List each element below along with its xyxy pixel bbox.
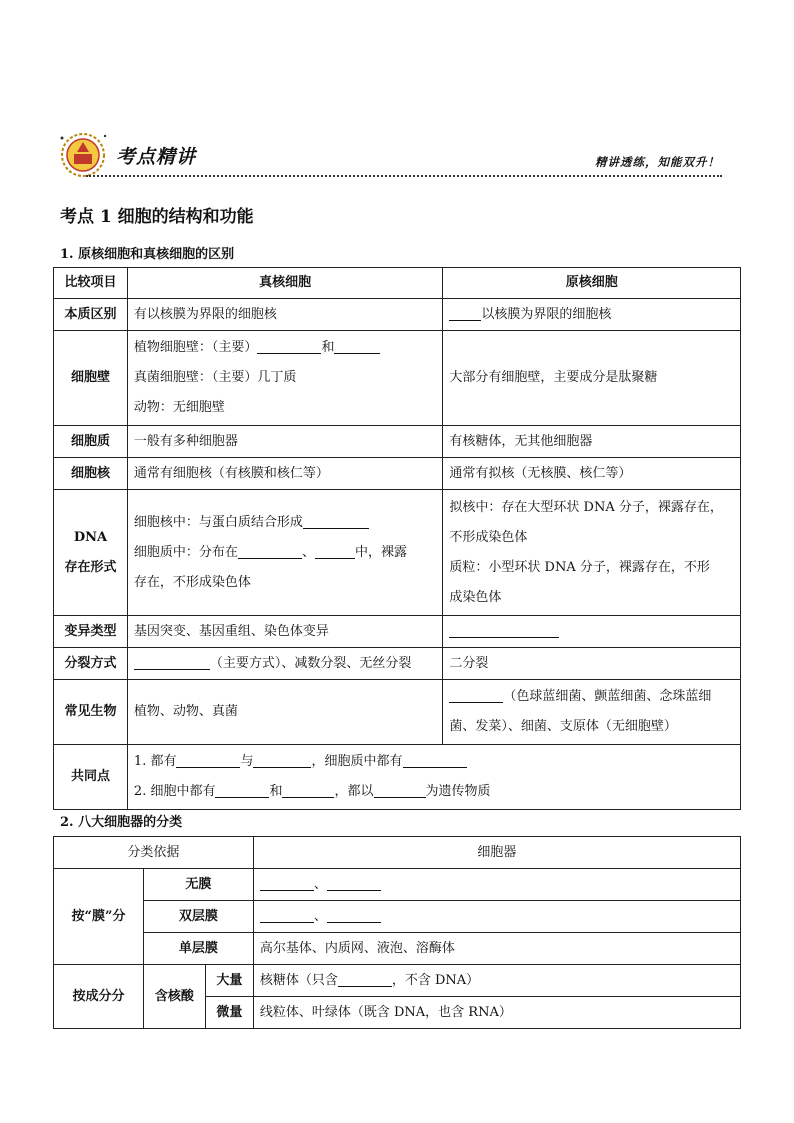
subsection-title-1: 1. 原核细胞和真核细胞的区别 (60, 247, 235, 262)
cell: 线粒体、叶绿体（既含 DNA，也含 RNA） (253, 997, 740, 1029)
row-label: 变异类型 (54, 616, 128, 648)
row-label: 本质区别 (54, 299, 128, 331)
row-label: 细胞核 (54, 458, 128, 490)
cell: 1. 都有 与 ，细胞质中都有 2. 细胞中都有 和 ，都以 为遗传物质 (127, 745, 740, 810)
header-compare: 比较项目 (54, 268, 128, 299)
table-row (54, 648, 741, 680)
row-label: 分裂方式 (54, 648, 128, 680)
table-row (54, 680, 741, 745)
cell: 有核糖体，无其他细胞器 (443, 426, 741, 458)
header-title: 考点精讲 (116, 146, 197, 168)
table-row (54, 901, 741, 933)
fill-blank (315, 542, 355, 559)
cell (443, 616, 741, 648)
table-row (54, 299, 741, 331)
row-label: 常见生物 (54, 680, 128, 745)
fill-blank (374, 781, 426, 798)
table-row (54, 331, 741, 426)
sub-label: 含核酸 (143, 965, 205, 1029)
cell-comparison-table (53, 267, 741, 810)
table-row (54, 965, 741, 997)
sub-label: 大量 (205, 965, 253, 997)
table-row (54, 869, 741, 901)
cell: 植物细胞壁：（主要） 和 真菌细胞壁：（主要）几丁质 动物：无细胞壁 (127, 331, 442, 426)
row-label: DNA 存在形式 (54, 490, 128, 616)
cell: 有以核膜为界限的细胞核 (127, 299, 442, 331)
table-row (54, 268, 741, 299)
table-row (54, 458, 741, 490)
organelle-classification-table (53, 836, 741, 1029)
fill-blank (449, 686, 503, 703)
table-row (54, 933, 741, 965)
table-row (54, 616, 741, 648)
sub-label: 双层膜 (143, 901, 253, 933)
cell: （主要方式）、减数分裂、无丝分裂 (127, 648, 442, 680)
fill-blank (327, 874, 381, 891)
table-row (54, 837, 741, 869)
sub-label: 单层膜 (143, 933, 253, 965)
page-header (58, 128, 722, 184)
cell: （色球蓝细菌、颤蓝细菌、念珠蓝细 菌、发菜）、细菌、支原体（无细胞壁） (443, 680, 741, 745)
header-prokaryote: 原核细胞 (443, 268, 741, 299)
fill-blank (215, 781, 269, 798)
cell: 、 (253, 901, 740, 933)
table-row (54, 745, 741, 810)
sub-label: 微量 (205, 997, 253, 1029)
cell: 拟核中：存在大型环状 DNA 分子，裸露存在， 不形成染色体 质粒：小型环状 DNA 分子，裸露存在，不形 成染色体 (443, 490, 741, 616)
fill-blank (257, 337, 321, 354)
fill-blank (260, 874, 314, 891)
fill-blank (303, 512, 369, 529)
fill-blank (260, 906, 314, 923)
cell: 高尔基体、内质网、液泡、溶酶体 (253, 933, 740, 965)
row-label: 细胞壁 (54, 331, 128, 426)
table-row (54, 426, 741, 458)
row-label: 细胞质 (54, 426, 128, 458)
fill-blank (238, 542, 302, 559)
fill-blank (176, 751, 240, 768)
row-label: 共同点 (54, 745, 128, 810)
fill-blank (338, 970, 392, 987)
fill-blank (449, 621, 559, 638)
header-eukaryote: 真核细胞 (127, 268, 442, 299)
cell: 二分裂 (443, 648, 741, 680)
fill-blank (449, 304, 481, 321)
fill-blank (253, 751, 311, 768)
fill-blank (282, 781, 334, 798)
sub-label: 无膜 (143, 869, 253, 901)
cell: 植物、动物、真菌 (127, 680, 442, 745)
fill-blank (403, 751, 467, 768)
book-badge-icon (58, 130, 108, 180)
cell: 以核膜为界限的细胞核 (443, 299, 741, 331)
cell: 通常有拟核（无核膜、核仁等） (443, 458, 741, 490)
cell: 基因突变、基因重组、染色体变异 (127, 616, 442, 648)
cell: 大部分有细胞壁，主要成分是肽聚糖 (443, 331, 741, 426)
subsection-title-2: 2. 八大细胞器的分类 (60, 815, 183, 830)
table-row (54, 490, 741, 616)
header-organelle: 细胞器 (253, 837, 740, 869)
header-divider (86, 175, 722, 177)
header-basis: 分类依据 (54, 837, 254, 869)
cell: 一般有多种细胞器 (127, 426, 442, 458)
cell: 细胞核中：与蛋白质结合形成 细胞质中：分布在 、 中，裸露 存在，不形成染色体 (127, 490, 442, 616)
cell: 通常有细胞核（有核膜和核仁等） (127, 458, 442, 490)
section-title: 考点 1 细胞的结构和功能 (60, 207, 254, 227)
fill-blank (134, 653, 210, 670)
header-slogan: 精讲透练，知能双升！ (595, 155, 720, 169)
cell: 核糖体（只含 ，不含 DNA） (253, 965, 740, 997)
fill-blank (327, 906, 381, 923)
fill-blank (334, 337, 380, 354)
group-label-components: 按成分分 (54, 965, 144, 1029)
group-label-membrane: 按“膜”分 (54, 869, 144, 965)
cell: 、 (253, 869, 740, 901)
